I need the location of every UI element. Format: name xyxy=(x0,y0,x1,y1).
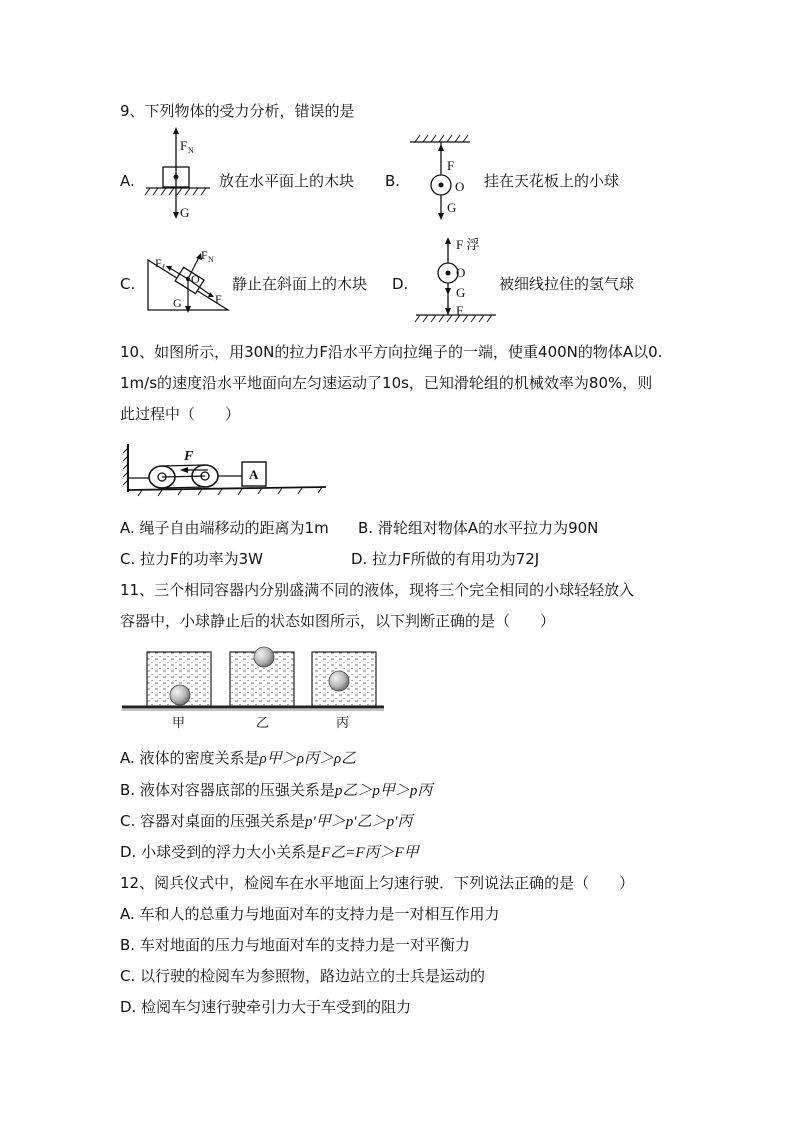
q12-option-d: D. 检阅车匀速行驶牵引力大于车受到的阻力 xyxy=(120,998,412,1016)
q9-figure-c xyxy=(140,245,235,320)
q12-stem: 12、阅兵仪式中，检阅车在水平地面上匀速行驶．下列说法正确的是（ ） xyxy=(120,874,635,892)
q9-option-b-letter: B. xyxy=(385,172,401,190)
q10-option-d: D. 拉力F所做的有用功为72J xyxy=(351,550,540,568)
q10-stem-line2: 1m/s的速度沿水平地面向左匀速运动了10s，已知滑轮组的机械效率为80%，则 xyxy=(120,374,653,392)
q11-option-d-formula: F乙=F丙＞F甲 xyxy=(321,845,419,861)
fig-b-f-label: F xyxy=(447,158,455,173)
fig-c-f-label: F xyxy=(215,292,222,306)
q9-option-d-text: 被细线拉住的氢气球 xyxy=(499,275,635,293)
q10-option-c: C. 拉力F的功率为3W xyxy=(120,550,264,568)
q11-option-b xyxy=(120,780,432,801)
q10-stem-line1: 10、如图所示，用30N的拉力F沿水平方向拉绳子的一端，使重400N的物体A以0. xyxy=(120,343,663,361)
q12-option-c: C. 以行驶的检阅车为参照物，路边站立的士兵是运动的 xyxy=(120,967,486,985)
q9-stem: 9、下列物体的受力分析，错误的是 xyxy=(120,102,355,120)
fig-c-ff-label: F xyxy=(155,256,162,270)
q9-option-a-letter: A. xyxy=(120,172,135,190)
q10-option-b: B. 滑轮组对物体A的水平拉力为90N xyxy=(358,519,599,537)
q11-option-d-prefix: D. 小球受到的浮力大小关系是 xyxy=(120,843,322,861)
q11-fig-label-bing: 丙 xyxy=(336,715,350,730)
fig-d-ffu-label: F 浮 xyxy=(456,237,480,252)
q11-option-c-prefix: C. 容器对桌面的压强关系是 xyxy=(120,812,306,830)
q10-option-a: A. 绳子自由端移动的距离为1m xyxy=(120,519,329,537)
q11-containers-figure xyxy=(122,644,388,734)
q10-fig-a-label: A xyxy=(249,467,259,482)
q9-figure-b xyxy=(405,130,485,230)
q10-fig-f-label: F xyxy=(184,449,194,464)
q11-option-a-prefix: A. 液体的密度关系是 xyxy=(120,749,260,767)
fig-d-g-label: G xyxy=(456,285,466,300)
q9-option-d-letter: D. xyxy=(392,275,409,293)
fig-b-g-label: G xyxy=(447,200,457,215)
q11-option-a xyxy=(120,748,356,769)
q11-option-a-formula: ρ甲＞ρ丙＞ρ乙 xyxy=(259,751,357,767)
fig-d-f-label: F xyxy=(456,303,464,318)
fig-b-o-label: O xyxy=(455,179,465,194)
fig-a-fn-label: F xyxy=(180,138,188,153)
fig-a-fn-sub: N xyxy=(188,146,194,155)
q10-pulley-figure xyxy=(122,440,332,500)
q9-option-b-text: 挂在天花板上的小球 xyxy=(484,172,620,190)
q12-option-b: B. 车对地面的压力与地面对车的支持力是一对平衡力 xyxy=(120,936,470,954)
q11-option-c-formula: p′甲＞p′乙＞p′丙 xyxy=(305,814,413,830)
q9-figure-d xyxy=(410,235,505,330)
fig-c-g-label: G xyxy=(173,296,182,310)
q9-option-c-text: 静止在斜面上的木块 xyxy=(232,275,368,293)
fig-d-o-label: O xyxy=(456,265,466,280)
fig-c-fn-sub: N xyxy=(208,255,214,264)
fig-c-fn-label: F xyxy=(201,248,208,262)
fig-c-o-label: O xyxy=(191,272,200,286)
q11-stem-line2: 容器中，小球静止后的状态如图所示，以下判断正确的是（ ） xyxy=(120,612,556,630)
q11-option-b-prefix: B. 液体对容器底部的压强关系是 xyxy=(120,781,335,799)
q11-option-c xyxy=(120,811,412,832)
q12-option-a: A. 车和人的总重力与地面对车的支持力是一对相互作用力 xyxy=(120,905,500,923)
q9-option-a-text: 放在水平面上的木块 xyxy=(219,172,355,190)
fig-a-g-label: G xyxy=(180,205,190,220)
q9-figure-a xyxy=(140,125,230,225)
q11-stem-line1: 11、三个相同容器内分别盛满不同的液体，现将三个完全相同的小球轻轻放入 xyxy=(120,581,635,599)
fig-c-ff-sub: f xyxy=(162,263,165,272)
q10-stem-line3: 此过程中（ ） xyxy=(120,405,241,423)
q11-option-d xyxy=(120,842,419,863)
q11-fig-label-jia: 甲 xyxy=(172,715,186,730)
q9-option-c-letter: C. xyxy=(120,275,136,293)
q11-option-b-formula: p乙＞p甲＞p丙 xyxy=(334,783,433,799)
q11-fig-label-yi: 乙 xyxy=(256,715,270,730)
